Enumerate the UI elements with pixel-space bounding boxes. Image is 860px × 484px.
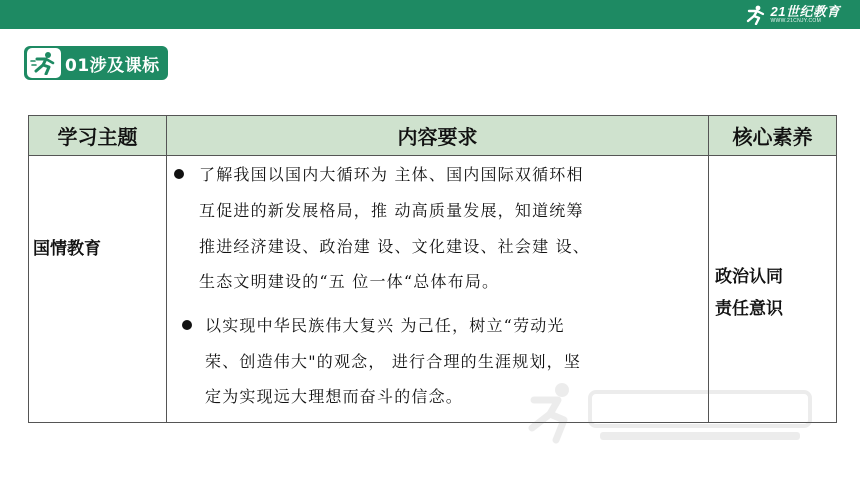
runner-icon [30,51,58,75]
topic-cell: 国情教育 [33,239,101,259]
brand-url: WWW.21CNJY.COM [770,18,822,24]
content-line: 荣、创造伟大"的观念， 进行合理的生涯规划，坚 [205,352,582,371]
content-line: 以实现中华民族伟大复兴 为己任，树立“劳动光 [205,316,565,335]
content-line: 定为实现远大理想而奋斗的信念。 [205,387,464,406]
section-badge [24,46,168,80]
brand-name: 21世纪教育 [770,4,840,19]
core-literacy-cell [715,261,783,325]
section-title: 01涉及课标 [65,55,160,76]
top-banner [0,0,860,29]
content-line: 了解我国以国内大循环为 主体、国内国际双循环相 [199,165,584,184]
header-content: 内容要求 [397,125,478,149]
runner-logo-icon [743,5,767,25]
core-item: 政治认同 [715,267,783,287]
column-divider [708,116,709,422]
curriculum-table [28,115,837,423]
bullet-dot [174,169,184,179]
header-topic: 学习主题 [57,125,138,149]
content-line: 互促进的新发展格局，推 动高质量发展，知道统筹 [199,201,584,220]
bullet-dot [182,320,192,330]
badge-icon-box [27,48,61,78]
header-core: 核心素养 [732,125,813,149]
content-line: 推进经济建设、政治建 设、文化建设、社会建 设、 [199,237,590,256]
watermark-logo-icon [520,378,830,448]
brand-logo [743,3,840,26]
column-divider [166,116,167,422]
core-item: 责任意识 [715,299,783,319]
content-line: 生态文明建设的“五 位一体“总体布局。 [199,272,500,291]
